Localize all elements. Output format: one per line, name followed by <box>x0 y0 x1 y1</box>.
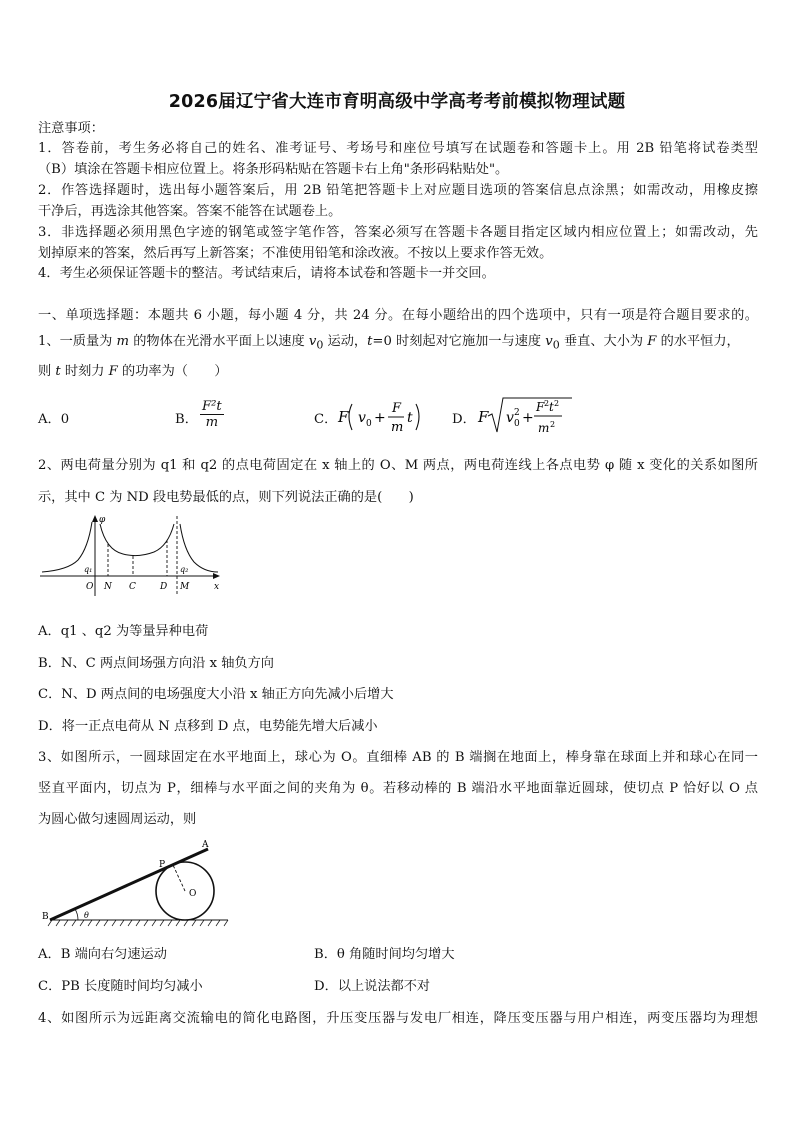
q3-stem-line3: 为圆心做匀速圆周运动，则 <box>38 812 197 827</box>
q3-stem-line1: 3、如图所示，一圆球固定在水平地面上，球心为 O。直细棒 AB 的 B 端搁在地面上，棒身靠在球面上并和球心在同一 <box>38 750 758 765</box>
q2-option-b: B．N、C 两点间场强方向沿 x 轴负方向 <box>38 656 274 671</box>
svg-text:F: F <box>478 408 489 426</box>
svg-text:0: 0 <box>514 419 520 429</box>
notice-line: 干净后，再选涂其他答案。答案不能答在试题卷上。 <box>38 204 342 219</box>
svg-text:P: P <box>159 860 166 870</box>
q3-rod-sphere-figure <box>38 836 238 928</box>
q1-option-d-label: D． <box>452 412 476 427</box>
svg-text:m: m <box>391 420 404 435</box>
svg-text:F: F <box>536 400 545 414</box>
q2-stem-line1: 2、两电荷量分别为 q1 和 q2 的点电荷固定在 x 轴上的 O、M 两点，两电荷连线上各点电势 φ 随 x 变化的关系如图所 <box>38 458 758 473</box>
q1-option-a: A．0 <box>38 412 70 427</box>
svg-text:2: 2 <box>550 420 556 429</box>
section-heading: 一、单项选择题：本题共 6 小题，每小题 4 分，共 24 分。在每小题给出的四个选项中，只有一项是符合题目要求的。 <box>38 308 758 323</box>
svg-text:m: m <box>538 421 550 435</box>
svg-text:N: N <box>104 582 112 592</box>
svg-text:2: 2 <box>514 408 520 418</box>
q2-option-a: A．q1 、q2 为等量异种电荷 <box>38 624 209 639</box>
q1-option-b-label: B． <box>175 412 198 427</box>
q2-stem-line2: 示，其中 C 为 ND 段电势最低的点，则下列说法正确的是( ) <box>38 490 414 505</box>
notice-line: 3．非选择题必须用黑色字迹的钢笔或签字笔作答，答案必须写在答题卡各题目指定区域内相应位置上；如需改动，先 <box>38 225 758 240</box>
svg-text:O: O <box>86 582 94 592</box>
q2-option-d: D．将一正点电荷从 N 点移到 D 点，电势能先增大后减小 <box>38 719 378 734</box>
q1-option-b-formula: $\frac{\text{F²t}}{m}$ <box>202 399 222 430</box>
notice-heading: 注意事项： <box>38 121 104 136</box>
q1-stem-line1: 1、一质量为 m 的物体在光滑水平面上以速度 $v_0$ 运动，t=0 时刻起对它施加一与速度 $v_0$ 垂直、大小为 F 的水平恒力， <box>38 334 740 352</box>
svg-text:O: O <box>189 889 197 899</box>
svg-text:x: x <box>214 582 220 592</box>
svg-text:B: B <box>42 912 49 922</box>
svg-text:+: + <box>374 410 386 426</box>
q1-stem-line2: 则 t 时刻力 F 的功率为（ ） <box>38 364 228 379</box>
svg-text:t: t <box>407 410 413 426</box>
svg-text:2: 2 <box>544 399 550 408</box>
svg-text:A: A <box>202 840 209 850</box>
exam-title: 2026届辽宁省大连市育明高级中学高考考前模拟物理试题 <box>168 92 626 112</box>
svg-text:q₂: q₂ <box>180 565 189 574</box>
notice-line: 划掉原来的答案，然后再写上新答案；不准使用铅笔和涂改液。不按以上要求作答无效。 <box>38 246 553 261</box>
svg-text:t: t <box>549 400 554 414</box>
q3-stem-line2: 竖直平面内，切点为 P，细棒与水平面之间的夹角为 θ。若移动棒的 B 端沿水平地面靠近圆球，使切点 P 恰好以 O 点 <box>38 781 758 796</box>
notice-line: （B）填涂在答题卡相应位置上。将条形码粘贴在答题卡右上角"条形码粘贴处"。 <box>38 162 509 177</box>
q1-option-c-label: C． <box>314 412 338 427</box>
svg-text:0: 0 <box>366 419 372 429</box>
q3-option-c: C．PB 长度随时间均匀减小 <box>38 979 203 994</box>
svg-text:θ: θ <box>84 911 89 920</box>
svg-text:q₁: q₁ <box>84 565 93 574</box>
svg-text:+: + <box>522 410 534 426</box>
svg-text:φ: φ <box>99 515 106 525</box>
q4-stem-line1: 4、如图所示为远距离交流输电的简化电路图，升压变压器与发电厂相连，降压变压器与用户相连，两变压器均为理想 <box>38 1011 758 1026</box>
notice-line: 4．考生必须保证答题卡的整洁。考试结束后，请将本试卷和答题卡一并交回。 <box>38 266 495 281</box>
svg-text:v: v <box>506 410 514 426</box>
svg-text:v: v <box>358 410 366 426</box>
svg-text:F: F <box>392 401 402 416</box>
q2-potential-graph <box>38 510 228 600</box>
svg-text:2: 2 <box>554 399 560 408</box>
q2-option-c: C．N、D 两点间的电场强度大小沿 x 轴正方向先减小后增大 <box>38 687 394 702</box>
svg-text:C: C <box>129 582 136 592</box>
svg-text:M: M <box>180 582 190 592</box>
q3-option-b: B．θ 角随时间均匀增大 <box>314 947 455 962</box>
q1-option-d-formula <box>476 392 576 442</box>
svg-text:D: D <box>160 582 168 592</box>
svg-text:F: F <box>338 408 349 426</box>
q1-option-c-formula <box>336 394 428 440</box>
q3-option-d: D．以上说法都不对 <box>314 979 431 994</box>
notice-line: 1．答卷前，考生务必将自己的姓名、准考证号、考场号和座位号填写在试题卷和答题卡上。用 2B 铅笔将试卷类型 <box>38 141 758 156</box>
q3-option-a: A．B 端向右匀速运动 <box>38 947 167 962</box>
notice-line: 2．作答选择题时，选出每小题答案后，用 2B 铅笔把答题卡上对应题目选项的答案信息点涂黑；如需改动，用橡皮擦 <box>38 183 758 198</box>
